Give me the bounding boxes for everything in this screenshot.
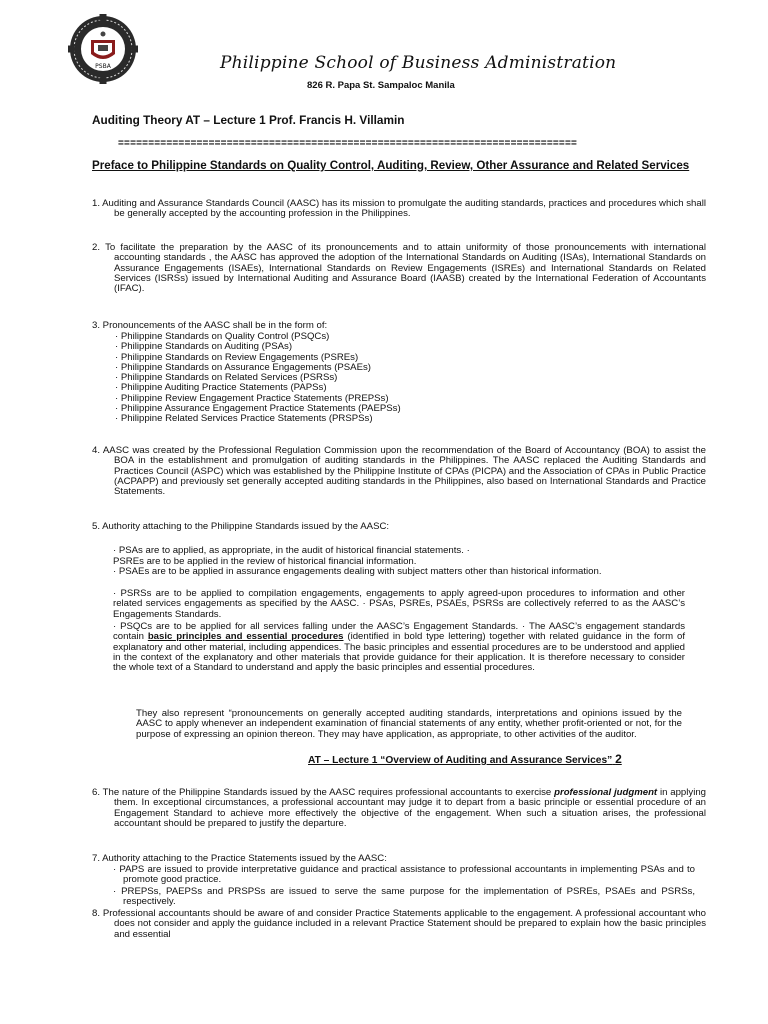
school-seal-logo [68,14,138,84]
paragraph-5-intro: 5. Authority attaching to the Philippine Standards issued by the AASC: [92,521,390,532]
p6-text-start: 6. The nature of the Philippine Standards issued by the AASC requires professional accountants to exercise [92,787,555,798]
paragraph-5-psa: · PSAs are to applied, as appropriate, in the audit of historical financial statements. · [113,545,470,556]
paragraph-5-psqc [113,622,685,673]
quote-paragraph: They also represent “pronouncements on generally accepted auditing standards, interpretations and opinions issued by the AASC to apply whenever an independent examination of financial statements of any entity, whether profit-oriented or not, for the purpose of expressing an opinion thereon. They may have application, as appropriate, to other activities of the auditor. [136,708,682,740]
paragraph-6 [92,788,706,829]
list-item: · Philippine Standards on Quality Control (PSQCs) [115,331,330,342]
preface-title: Preface to Philippine Standards on Quality Control, Auditing, Review, Other Assurance and Related Services [92,159,690,172]
course-line: Auditing Theory AT – Lecture 1 Prof. Francis H. Villamin [92,113,405,127]
separator-line: ============================================================================ [118,138,578,149]
paragraph-3-intro: 3. Pronouncements of the AASC shall be in the form of: [92,320,328,331]
list-item: · Philippine Auditing Practice Statements (PAPSs) [115,382,327,394]
list-item: · Philippine Related Services Practice Statements (PRSPSs) [115,413,373,425]
paragraph-7-intro: 7. Authority attaching to the Practice Statements issued by the AASC: [92,853,387,864]
professional-judgment-emphasis: professional judgment [554,787,658,798]
list-item: · Philippine Standards on Related Services (PSRSs) [115,372,338,384]
paragraph-1: 1. Auditing and Assurance Standards Council (AASC) has its mission to promulgate the auditing standards, practices and procedures which shall be generally accepted by the accounting profession in the Philippines. [92,198,706,220]
paragraph-7-paps: · PAPS are issued to provide interpretative guidance and practical assistance to professional accountants in implementing PSAs and to promote good practice. [113,864,695,886]
pronouncement-list [115,332,675,425]
paragraph-7-preps: · PREPSs, PAEPSs and PRSPSs are issued to serve the same purpose for the implementation of PSREs, PSAEs and PSRSs, respectively. [113,886,695,908]
page-number: 2 [615,752,622,766]
paragraph-4: 4. AASC was created by the Professional Regulation Commission upon the recommendation of the Board of Accountancy (BOA) to assist the BOA in the establishment and promulgation of auditing standards in the Philippines. The AASC replaced the Auditing Standards and Practices Council (ASPC) which was established by the Philippine Institute of CPAs (PICPA) and the Association of CPAs in Public Practice (ACPAPP) and previously set generally accepted auditing standards in the Philippines, also based on International Standards and Practice Statements. [92,445,706,498]
paragraph-8: 8. Professional accountants should be aware of and consider Practice Statements applicable to the engagement. A professional accountant who does not consider and apply the guidance included in a relevant Practice Statement should be prepared to explain how the basic principles and essential [92,908,706,940]
seal-text: PSBA [95,63,111,70]
list-item: · Philippine Standards on Auditing (PSAs) [115,341,293,353]
list-item: · Philippine Assurance Engagement Practice Statements (PAEPSs) [115,403,401,415]
list-item: · Philippine Standards on Review Engagements (PSREs) [115,351,359,363]
basic-principles-emphasis: basic principles and essential procedures [147,631,344,643]
school-address: 826 R. Papa St. Sampaloc Manila [307,80,455,91]
paragraph-2: 2. To facilitate the preparation by the AASC of its pronouncements and to attain uniformity of those pronouncements with international accounting standards , the AASC has approved the adoption of the International Standards on Auditing (ISAs), International Standards on Assurance Engagements (ISAEs), International Standards on Review Engagements (ISREs) and International Standards on Related Services (ISRSs) issued by International Auditing and Assurance Board (IAASB) created by the International Federation of Accountants (IFAC). [92,242,706,295]
paragraph-5-psre: PSREs are to be applied in the review of historical financial information. [113,556,417,567]
paragraph-5-psrs: · PSRSs are to be applied to compilation engagements, engagements to apply agreed-upon procedures to information and other related services engagements as specified by the AASC. · PSAs, PSREs, PSAEs, PSRSs are collectively referred to as the AASC’s Engagements Standards. [113,588,685,620]
p6-text-end: in applying them. In exceptional circumstances, a professional accountant may judge it to depart from a basic principle or essential procedure of an Engagement Standard to achieve more effectively the objective of the engagement. When such a situation arises, the professional accountant should be prepared to justify the departure. [114,787,706,829]
list-item: · Philippine Review Engagement Practice Statements (PREPSs) [115,392,389,404]
psqc-text-start: · PSQCs are to be applied for all services falling under the AASC’s Engagement Standards. · The AASC’s engagement standards contain [113,621,685,643]
psqc-text-end: (identified in bold type lettering) together with related guidance in the form of explanatory and other material, including appendices. The basic principles and essential procedures are to be understood and applied in the context of the explanatory and other materials that provide guidance for their application. It is therefore necessary to consider the whole text of a Standard to understand and apply the basic principles and essential procedures. [113,631,685,674]
school-name: Philippine School of Business Administration [220,53,617,73]
list-item: · Philippine Standards on Assurance Engagements (PSAEs) [115,361,371,373]
lecture-footer-reference [308,752,622,766]
paragraph-5-psae: · PSAEs are to be applied in assurance engagements dealing with subject matters other than historical information. [113,566,602,577]
footer-title: AT – Lecture 1 “Overview of Auditing and Assurance Services” [308,755,613,766]
